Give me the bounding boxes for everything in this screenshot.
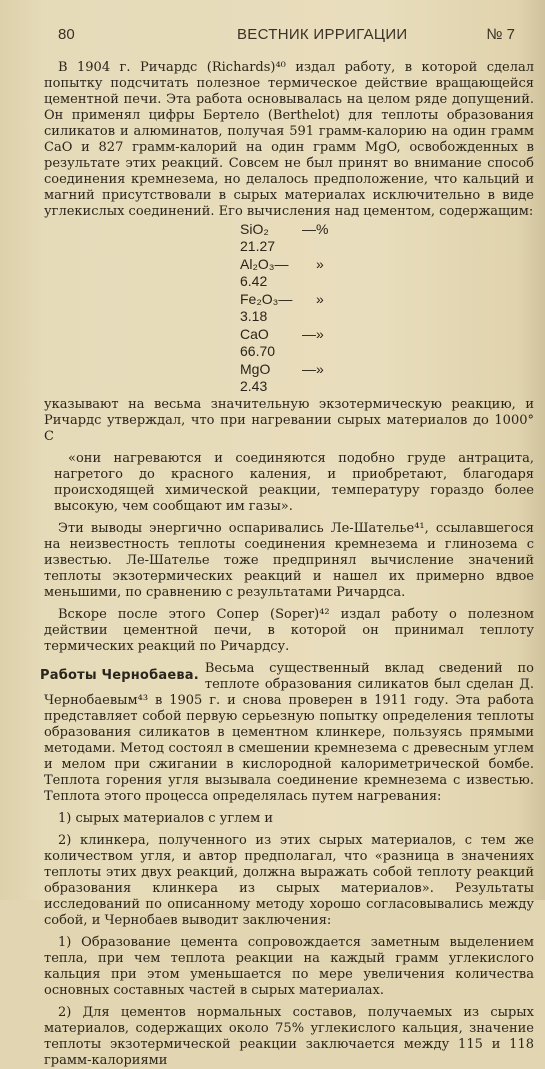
- paragraph-chernobaev: Весьма существенный вклад сведений по теплоте образования силикатов был сделан Д. Чернобаевым⁴³ в 1905 г. и снова проверен в 1911 году. Эта работа представляет собой первую серьезную попытку определения теплоты образования силикатов в цементном клинкере, пользуясь прямыми методами. Метод состоял в смешении кремнезема с древесным углем и мелом при сжигании в кислородной калориметрической бомбе. Теплота горения угля вызывала соединение кремнезема с известью. Теплота этого процесса определялась путем нагревания:: [44, 661, 534, 804]
- composition-formula: MgO — 2.43: [240, 361, 316, 394]
- section-heading: Работы Чернобаева.: [40, 668, 199, 683]
- journal-title: ВЕСТНИК ИРРИГАЦИИ: [237, 26, 408, 43]
- quote-block: «они нагреваются и соединяются подобно груде антрацита, нагретого до красного каления, и приобретают, благодаря происходящей химической реакции, температуру гораздо более высокую, чем сообщают им газы».: [54, 451, 534, 514]
- list-item: 2) клинкера, полученного из этих сырых материалов, с тем же количеством угля, и автор предполагал, что «разница в значениях теплоты этих двух реакций, должна выражать собой теплоту реакций образования клинкера из сырых материалов». Результаты исследований по описанному методу хорошо согласовывались между собой, и Чернобаев выводит заключения:: [44, 833, 534, 928]
- composition-unit: »: [316, 326, 324, 342]
- page-number: 80: [58, 26, 75, 43]
- cement-composition: [240, 221, 534, 395]
- issue-number: № 7: [486, 26, 515, 43]
- paragraph-richards: В 1904 г. Ричардс (Richards)⁴⁰ издал работу, в которой сделал попытку подсчитать полезное термическое действие вращающейся цементной печи. Эта работа основывалась на целом ряде допущений. Он применял цифры Бертело (Berthelot) для теплоты образования силикатов и алюминатов, получая 591 грамм-калорию на один грамм CaO и 827 грамм-калорий на один грамм MgO, освобожденных в результате этих реакций. Совсем не был принят во внимание способ соединения кремнезема, но делалось предположение, что кальций и магний присутствовали в сырых материалах исключительно в виде углекислых соединений. Его вычисления над цементом, содержащим:: [44, 60, 534, 219]
- list-item: 1) сырых материалов с углем и: [58, 811, 273, 826]
- article-body: [40, 60, 534, 1069]
- composition-formula: Fe₂O₃— 3.18: [240, 291, 293, 324]
- page-header: [42, 26, 531, 44]
- composition-unit: »: [316, 291, 324, 307]
- list-item: 2) Для цементов нормальных составов, получаемых из сырых материалов, содержащих около 75% углекислого кальция, значение теплоты экзотермической реакции заключается между 115 и 118 грамм-калориями: [44, 1005, 534, 1068]
- composition-unit: »: [316, 256, 324, 272]
- paragraph-soper: Вскоре после этого Сопер (Soper)⁴² издал работу о полезном действии цементной печи, в которой он принимал теплоту термических реакций по Ричардсу.: [44, 607, 534, 654]
- paragraph-le-chatelier: Эти выводы энергично оспаривались Ле-Шателье⁴¹, ссылавшегося на неизвестность теплоты соединения кремнезема и глинозема с известью. Ле-Шателье тоже предпринял вычисление значений теплоты экзотермических реакций и нашел их примерно вдвое меньшими, по сравнению с результатами Ричардса.: [44, 521, 534, 600]
- composition-formula: CaO —66.70: [240, 326, 316, 359]
- composition-unit: %: [316, 221, 329, 237]
- paragraph-conclusion: указывают на весьма значительную экзотермическую реакцию, и Ричардс утверждал, что при нагревании сырых материалов до 1000° С: [44, 397, 534, 444]
- composition-unit: »: [316, 361, 324, 377]
- composition-formula: Al₂O₃— 6.42: [240, 256, 289, 289]
- list-item: 1) Образование цемента сопровождается заметным выделением тепла, при чем теплота реакции на каждый грамм углекислого кальция при этом уменьшается по мере увеличения количества основных составных частей в сырых материалах.: [44, 935, 534, 998]
- composition-formula: SiO₂ —21.27: [240, 221, 316, 254]
